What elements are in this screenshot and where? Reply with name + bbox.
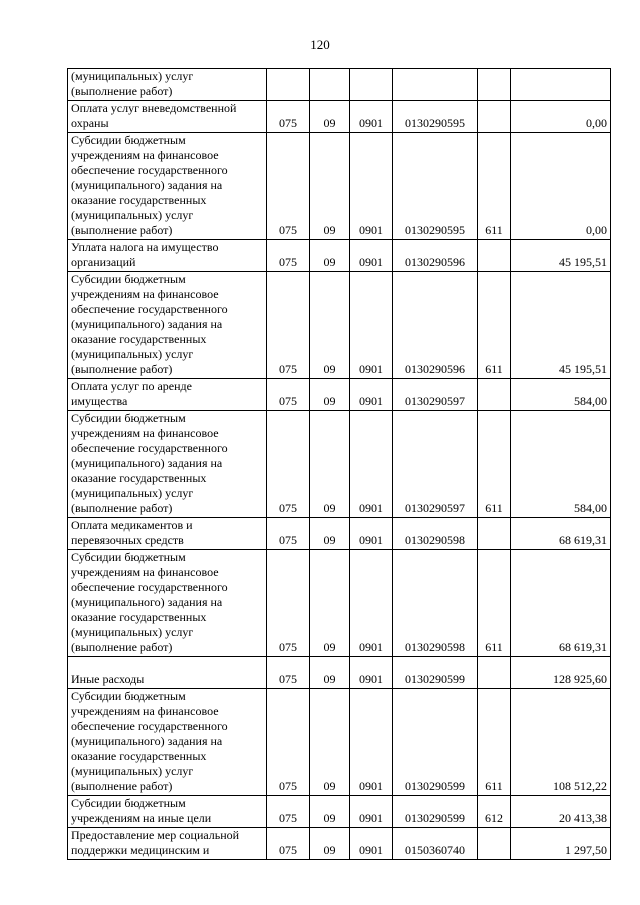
section-code-cell: 09 (310, 379, 350, 411)
table-row (68, 379, 611, 411)
target-article-cell: 0130290595 (393, 101, 478, 133)
expense-name-cell: Субсидии бюджетным учреждениям на финансовое обеспечение государственного (муниципального) задания на оказание государственных (муниципальных) услуг (выполнение работ) (68, 133, 267, 240)
expense-type-cell (478, 69, 511, 101)
expense-name-cell: Оплата услуг вневедомственной охраны (68, 101, 267, 133)
expense-type-cell: 611 (478, 133, 511, 240)
amount-cell: 1 297,50 (511, 828, 611, 860)
target-article-cell: 0130290599 (393, 657, 478, 689)
amount-cell: 45 195,51 (511, 272, 611, 379)
target-article-cell: 0130290599 (393, 796, 478, 828)
target-article-cell: 0130290598 (393, 518, 478, 550)
subsection-code-cell: 0901 (350, 550, 393, 657)
expense-name-cell: Субсидии бюджетным учреждениям на финансовое обеспечение государственного (муниципального) задания на оказание государственных (муниципальных) услуг (выполнение работ) (68, 689, 267, 796)
amount-cell: 0,00 (511, 133, 611, 240)
expense-type-cell (478, 828, 511, 860)
expense-type-cell: 611 (478, 689, 511, 796)
subsection-code-cell (350, 69, 393, 101)
expense-name-cell: Субсидии бюджетным учреждениям на иные цели (68, 796, 267, 828)
expense-name-cell: Субсидии бюджетным учреждениям на финансовое обеспечение государственного (муниципального) задания на оказание государственных (муниципальных) услуг (выполнение работ) (68, 272, 267, 379)
section-code-cell: 09 (310, 689, 350, 796)
target-article-cell: 0130290595 (393, 133, 478, 240)
table-row (68, 411, 611, 518)
expense-name-cell: Субсидии бюджетным учреждениям на финансовое обеспечение государственного (муниципального) задания на оказание государственных (муниципальных) услуг (выполнение работ) (68, 411, 267, 518)
table-row (68, 133, 611, 240)
amount-cell: 108 512,22 (511, 689, 611, 796)
subsection-code-cell: 0901 (350, 272, 393, 379)
section-code-cell: 09 (310, 101, 350, 133)
target-article-cell: 0150360740 (393, 828, 478, 860)
department-code-cell: 075 (267, 411, 310, 518)
expense-type-cell: 611 (478, 411, 511, 518)
table-row (68, 101, 611, 133)
department-code-cell: 075 (267, 133, 310, 240)
table-row (68, 240, 611, 272)
department-code-cell: 075 (267, 550, 310, 657)
expense-type-cell: 611 (478, 272, 511, 379)
table-row (68, 828, 611, 860)
section-code-cell: 09 (310, 133, 350, 240)
expense-name-cell: Субсидии бюджетным учреждениям на финансовое обеспечение государственного (муниципального) задания на оказание государственных (муниципальных) услуг (выполнение работ) (68, 550, 267, 657)
amount-cell: 584,00 (511, 411, 611, 518)
table-row (68, 272, 611, 379)
subsection-code-cell: 0901 (350, 689, 393, 796)
target-article-cell (393, 69, 478, 101)
amount-cell: 20 413,38 (511, 796, 611, 828)
expense-name-cell: Оплата услуг по аренде имущества (68, 379, 267, 411)
department-code-cell: 075 (267, 101, 310, 133)
section-code-cell: 09 (310, 518, 350, 550)
department-code-cell (267, 69, 310, 101)
expense-name-cell: Оплата медикаментов и перевязочных средств (68, 518, 267, 550)
page-number: 120 (310, 37, 330, 52)
amount-cell: 45 195,51 (511, 240, 611, 272)
subsection-code-cell: 0901 (350, 411, 393, 518)
expense-type-cell (478, 657, 511, 689)
expense-name-cell: Уплата налога на имущество организаций (68, 240, 267, 272)
department-code-cell: 075 (267, 796, 310, 828)
amount-cell: 128 925,60 (511, 657, 611, 689)
subsection-code-cell: 0901 (350, 657, 393, 689)
table-row (68, 689, 611, 796)
table-row (68, 796, 611, 828)
amount-cell: 68 619,31 (511, 550, 611, 657)
target-article-cell: 0130290597 (393, 379, 478, 411)
department-code-cell: 075 (267, 518, 310, 550)
table-body (68, 69, 611, 860)
expense-name-cell: Предоставление мер социальной поддержки медицинским и (68, 828, 267, 860)
target-article-cell: 0130290596 (393, 272, 478, 379)
target-article-cell: 0130290596 (393, 240, 478, 272)
amount-cell: 0,00 (511, 101, 611, 133)
section-code-cell: 09 (310, 796, 350, 828)
expense-type-cell: 612 (478, 796, 511, 828)
section-code-cell: 09 (310, 272, 350, 379)
department-code-cell: 075 (267, 689, 310, 796)
amount-cell (511, 69, 611, 101)
department-code-cell: 075 (267, 379, 310, 411)
section-code-cell: 09 (310, 657, 350, 689)
target-article-cell: 0130290599 (393, 689, 478, 796)
table-row (68, 69, 611, 101)
section-code-cell: 09 (310, 550, 350, 657)
target-article-cell: 0130290598 (393, 550, 478, 657)
amount-cell: 584,00 (511, 379, 611, 411)
department-code-cell: 075 (267, 240, 310, 272)
section-code-cell: 09 (310, 240, 350, 272)
budget-table (67, 68, 611, 860)
expense-type-cell (478, 101, 511, 133)
department-code-cell: 075 (267, 828, 310, 860)
department-code-cell: 075 (267, 657, 310, 689)
table-row (68, 657, 611, 689)
subsection-code-cell: 0901 (350, 518, 393, 550)
table-row (68, 550, 611, 657)
expense-type-cell: 611 (478, 550, 511, 657)
expense-name-cell: (муниципальных) услуг (выполнение работ) (68, 69, 267, 101)
expense-type-cell (478, 518, 511, 550)
target-article-cell: 0130290597 (393, 411, 478, 518)
section-code-cell: 09 (310, 411, 350, 518)
section-code-cell (310, 69, 350, 101)
subsection-code-cell: 0901 (350, 101, 393, 133)
subsection-code-cell: 0901 (350, 828, 393, 860)
department-code-cell: 075 (267, 272, 310, 379)
amount-cell: 68 619,31 (511, 518, 611, 550)
section-code-cell: 09 (310, 828, 350, 860)
expense-type-cell (478, 240, 511, 272)
expense-type-cell (478, 379, 511, 411)
subsection-code-cell: 0901 (350, 240, 393, 272)
subsection-code-cell: 0901 (350, 133, 393, 240)
table-row (68, 518, 611, 550)
subsection-code-cell: 0901 (350, 796, 393, 828)
expense-name-cell: Иные расходы (68, 657, 267, 689)
subsection-code-cell: 0901 (350, 379, 393, 411)
